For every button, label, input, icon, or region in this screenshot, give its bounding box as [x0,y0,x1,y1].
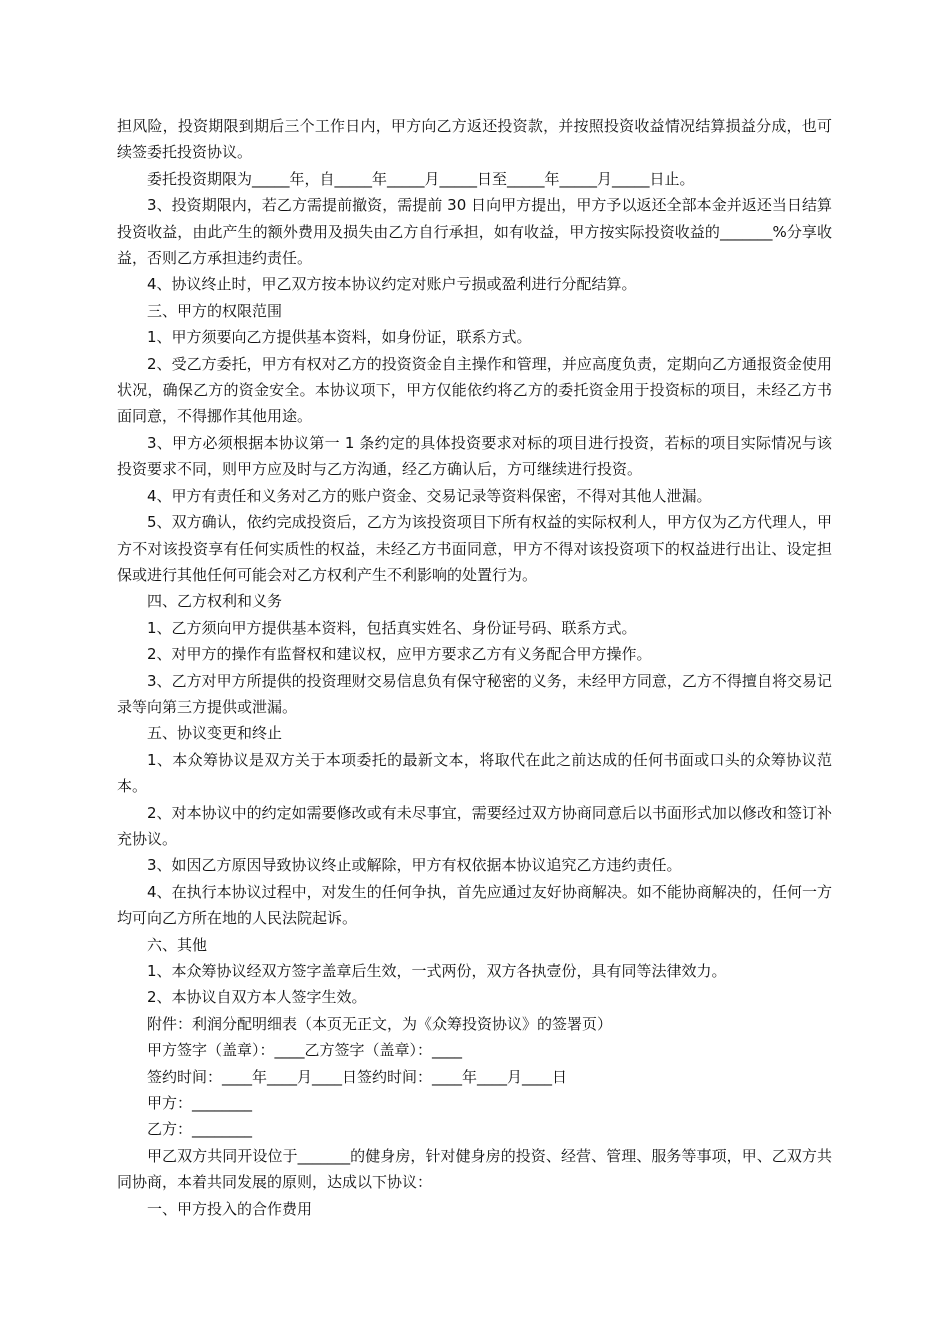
paragraph: 3、如因乙方原因导致协议终止或解除，甲方有权依据本协议追究乙方违约责任。 [147,856,682,875]
paragraph: 1、本众筹协议经双方签字盖章后生效，一式两份，双方各执壹份，具有同等法律效力。 [147,962,727,980]
paragraph: 5、双方确认，依约完成投资后，乙方为该投资项目下所有权益的实际权利人，甲方仅为乙方代理人，甲方不对该投资享有任何实质性的权益，未经乙方书面同意，甲方不得对该投资项下的权益进行出让、设定担保或进行其他任何可能会对乙方权利产生不利影响的处置行为。 [117,513,832,584]
paragraph: 1、甲方须要向乙方提供基本资料，如身份证，联系方式。 [147,328,532,347]
paragraph: 4、甲方有责任和义务对乙方的账户资金、交易记录等资料保密，不得对其他人泄漏。 [147,486,712,505]
paragraph: 3、投资期限内，若乙方需提前撤资，需提前 30 日向甲方提出，甲方予以返还全部本金并返还当日结算投资收益，由此产生的额外费用及损失由乙方自行承担，如有收益，甲方按实际投资收益的_______%分享收益，否则乙方承担违约责任。 [117,196,832,268]
paragraph: 担风险，投资期限到期后三个工作日内，甲方向乙方返还投资款，并按照投资收益情况结算损益分成，也可续签委托投资协议。 [117,117,832,162]
party-a-line: 甲方：________ [147,1094,253,1113]
attachment-note: 附件：利润分配明细表（本页无正文，为《众筹投资协议》的签署页） [147,1014,613,1033]
paragraph: 2、对本协议中的约定如需要修改或有未尽事宜，需要经过双方协商同意后以书面形式加以修改和签订补充协议。 [117,803,832,848]
party-b-line: 乙方：________ [147,1120,253,1139]
paragraph: 3、乙方对甲方所提供的投资理财交易信息负有保守秘密的义务，未经甲方同意，乙方不得擅自将交易记录等向第三方提供或泄漏。 [117,671,832,716]
paragraph: 1、乙方须向甲方提供基本资料，包括真实姓名、身份证号码、联系方式。 [147,618,637,637]
section-heading: 五、协议变更和终止 [147,724,283,743]
paragraph: 2、对甲方的操作有监督权和建议权，应甲方要求乙方有义务配合甲方操作。 [147,645,652,664]
paragraph: 3、甲方必须根据本协议第一 1 条约定的具体投资要求对标的项目进行投资，若标的项目实际情况与该投资要求不同，则甲方应及时与乙方沟通，经乙方确认后，方可继续进行投资。 [117,433,832,479]
signature-line: 甲方签字（盖章）：____乙方签字（盖章）：____ [147,1041,463,1060]
section-heading: 三、甲方的权限范围 [147,301,283,320]
section-heading: 四、乙方权利和义务 [147,592,283,611]
document-page [117,113,832,1222]
section-heading: 一、甲方投入的合作费用 [147,1199,313,1218]
section-heading: 六、其他 [147,935,208,954]
paragraph: 4、在执行本协议过程中，对发生的任何争执，首先应通过友好协商解决。如不能协商解决的，任何一方均可向乙方所在地的人民法院起诉。 [117,882,832,928]
paragraph: 2、本协议自双方本人签字生效。 [147,988,367,1007]
paragraph: 2、受乙方委托，甲方有权对乙方的投资资金自主操作和管理，并应高度负责，定期向乙方通报资金使用状况，确保乙方的资金安全。本协议项下，甲方仅能依约将乙方的委托资金用于投资标的项目，未经乙方书面同意，不得挪作其他用途。 [117,354,832,426]
paragraph: 1、本众筹协议是双方关于本项委托的最新文本，将取代在此之前达成的任何书面或口头的众筹协议范本。 [117,750,832,796]
paragraph: 甲乙双方共同开设位于_______的健身房，针对健身房的投资、经营、管理、服务等事项，甲、乙双方共同协商，本着共同发展的原则，达成以下协议： [117,1146,832,1192]
paragraph: 委托投资期限为_____年，自_____年_____月_____日至_____年_____月_____日止。 [147,169,695,188]
paragraph: 4、协议终止时，甲乙双方按本协议约定对账户亏损或盈利进行分配结算。 [147,275,637,294]
signing-date-line: 签约时间：____年____月____日签约时间：____年____月____日 [147,1067,568,1086]
